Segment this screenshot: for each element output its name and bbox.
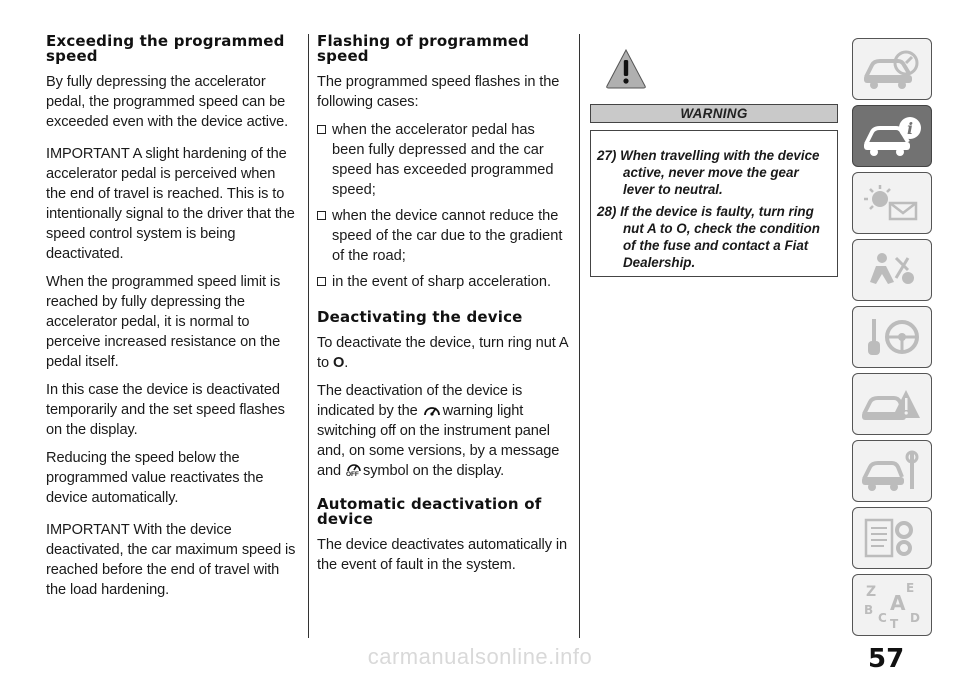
tab-car-info[interactable]	[852, 105, 932, 167]
list-item: in the event of sharp acceleration.	[317, 272, 569, 292]
checkbox-bullet-icon	[317, 211, 326, 220]
chapter-tabs	[852, 38, 934, 641]
index-alphabet-icon	[860, 580, 924, 630]
tab-emergency[interactable]	[852, 373, 932, 435]
paragraph: Reducing the speed below the programmed value reactivates the device automatically.	[46, 450, 264, 506]
checkbox-bullet-icon	[317, 125, 326, 134]
list-item: when the device cannot reduce the speed of the car due to the gradient of the road;	[317, 206, 569, 266]
airbag-safety-icon	[860, 248, 924, 292]
car-dashboard-icon	[860, 47, 924, 91]
column-middle	[317, 34, 569, 583]
svg-text:E: E	[906, 581, 915, 595]
paragraph: When the programmed speed limit is reached by fully depressing the accelerator pedal, it is normal to perceive increased resistance on the pedal itself.	[46, 274, 281, 370]
heading-flashing-speed: Flashing of programmed speed	[317, 32, 530, 65]
paragraph: By fully depressing the accelerator pedal, the programmed speed can be exceeded even with the device active.	[46, 74, 289, 130]
heading-automatic-deactivation: Automatic deactivation of device	[317, 495, 542, 528]
speedometer-icon	[423, 403, 441, 419]
emergency-triangle-icon	[860, 382, 924, 426]
paragraph: In this case the device is deactivated temporarily and the set speed flashes on the display.	[46, 382, 285, 438]
tab-car-maintenance[interactable]	[852, 440, 932, 502]
checkbox-bullet-icon	[317, 277, 326, 286]
svg-text:C: C	[878, 611, 887, 625]
svg-text:i: i	[906, 119, 914, 138]
paragraph: The programmed speed flashes in the following cases:	[317, 74, 560, 110]
column-left	[46, 34, 298, 608]
svg-text:B: B	[864, 603, 874, 617]
tab-technical-data[interactable]	[852, 507, 932, 569]
svg-text:D: D	[910, 611, 920, 625]
paragraph: IMPORTANT With the device deactivated, the car maximum speed is reached before the end of travel with the load hardening.	[46, 522, 296, 598]
warning-item: 28) If the device is faulty, turn ring nut A to O, check the condition of the fuse and contact a Fiat Dealership.	[597, 204, 820, 270]
svg-text:A: A	[890, 591, 906, 615]
tab-key-steering[interactable]	[852, 306, 932, 368]
key-steering-icon	[860, 315, 924, 359]
tab-car-dashboard[interactable]	[852, 38, 932, 100]
tab-lights-warning[interactable]	[852, 172, 932, 234]
paragraph: To deactivate the device, turn ring nut A to O.	[317, 335, 568, 371]
speedometer-off-icon: OFF	[345, 461, 363, 479]
paragraph: IMPORTANT A slight hardening of the accelerator pedal is perceived when the end of travel is reached. This is to intentionally signal to the driver that the speed control system is being deactivated.	[46, 146, 295, 262]
warning-item: 27) When travelling with the device active, never move the gear lever to neutral.	[597, 148, 820, 197]
warning-title-bar: WARNING	[590, 104, 838, 123]
car-info-icon	[860, 114, 924, 158]
warning-box	[590, 130, 838, 277]
column-divider	[579, 34, 580, 638]
list-item: when the accelerator pedal has been fully depressed and the car speed has exceeded programmed speed;	[317, 120, 569, 200]
heading-exceeding-speed: Exceeding the programmed speed	[46, 32, 285, 65]
bullet-list	[317, 120, 569, 292]
technical-data-icon	[860, 516, 924, 560]
paragraph: The device deactivates automatically in the event of fault in the system.	[317, 537, 568, 573]
car-maintenance-icon	[860, 449, 924, 493]
warning-triangle-icon	[605, 48, 647, 90]
watermark: carmanualsonline.info	[367, 644, 593, 669]
tab-alphabetical-index[interactable]	[852, 574, 932, 636]
tab-airbag-safety[interactable]	[852, 239, 932, 301]
page-number: 57	[868, 644, 905, 674]
column-divider	[308, 34, 309, 638]
svg-text:Z: Z	[866, 584, 877, 600]
paragraph: The deactivation of the device is indicated by the warning light switching off on the instrument panel and, on some versions, by a message and OFF symbol on the display.	[317, 383, 560, 479]
heading-deactivating: Deactivating the device	[317, 308, 523, 326]
svg-text:T: T	[890, 617, 899, 630]
lights-warning-icon	[860, 181, 924, 225]
